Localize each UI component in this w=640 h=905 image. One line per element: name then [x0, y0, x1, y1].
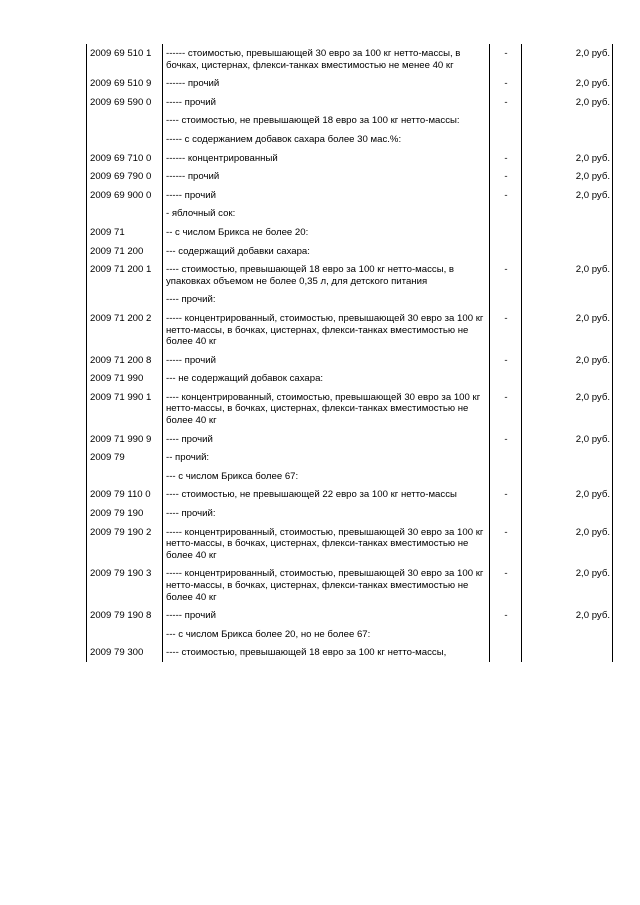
tariff-code-cell: 2009 69 510 9	[87, 74, 163, 93]
table-row	[87, 260, 613, 290]
description-cell: --- с числом Брикса более 20, но не более 67:	[163, 625, 490, 644]
table-row	[87, 74, 613, 93]
table-row	[87, 388, 613, 430]
dash-cell	[490, 290, 522, 309]
duty-rate-cell: 2,0 руб.	[522, 93, 613, 112]
description-cell: ---- прочий:	[163, 504, 490, 523]
description-cell: ----- прочий	[163, 93, 490, 112]
tariff-code-cell: 2009 69 590 0	[87, 93, 163, 112]
description-cell: ---- стоимостью, превышающей 18 евро за 100 кг нетто-массы,	[163, 643, 490, 662]
tariff-code-cell: 2009 71 990 1	[87, 388, 163, 430]
table-row	[87, 430, 613, 449]
duty-rate-cell	[522, 130, 613, 149]
dash-cell: -	[490, 351, 522, 370]
table-row	[87, 351, 613, 370]
duty-rate-cell	[522, 111, 613, 130]
dash-cell	[490, 504, 522, 523]
duty-rate-cell	[522, 448, 613, 467]
tariff-code-cell: 2009 79 190 2	[87, 523, 163, 565]
duty-rate-cell: 2,0 руб.	[522, 309, 613, 351]
dash-cell	[490, 223, 522, 242]
dash-cell	[490, 625, 522, 644]
table-row	[87, 204, 613, 223]
tariff-code-cell	[87, 111, 163, 130]
dash-cell: -	[490, 523, 522, 565]
duty-rate-cell: 2,0 руб.	[522, 260, 613, 290]
dash-cell: -	[490, 93, 522, 112]
tariff-code-cell: 2009 69 510 1	[87, 44, 163, 74]
table-row	[87, 606, 613, 625]
table-row	[87, 186, 613, 205]
description-cell: ---- стоимостью, превышающей 18 евро за 100 кг нетто-массы, в упаковках объемом не более 0,35 л, для детского питания	[163, 260, 490, 290]
description-cell: ----- прочий	[163, 606, 490, 625]
dash-cell	[490, 204, 522, 223]
table-row	[87, 523, 613, 565]
duty-rate-cell	[522, 643, 613, 662]
duty-rate-cell: 2,0 руб.	[522, 430, 613, 449]
dash-cell: -	[490, 564, 522, 606]
description-cell: -- с числом Брикса не более 20:	[163, 223, 490, 242]
tariff-code-cell: 2009 71 990	[87, 369, 163, 388]
description-cell: ----- с содержанием добавок сахара более 30 мас.%:	[163, 130, 490, 149]
description-cell: ----- концентрированный, стоимостью, превышающей 30 евро за 100 кг нетто-массы, в бочках, цистернах, флекси-танках вместимостью не более 40 кг	[163, 309, 490, 351]
description-cell: --- с числом Брикса более 67:	[163, 467, 490, 486]
tariff-code-cell: 2009 69 900 0	[87, 186, 163, 205]
duty-rate-cell: 2,0 руб.	[522, 564, 613, 606]
table-row	[87, 167, 613, 186]
description-cell: ------ прочий	[163, 74, 490, 93]
description-cell: -- прочий:	[163, 448, 490, 467]
duty-rate-cell: 2,0 руб.	[522, 149, 613, 168]
duty-rate-cell: 2,0 руб.	[522, 485, 613, 504]
description-cell: ------ стоимостью, превышающей 30 евро за 100 кг нетто-массы, в бочках, цистернах, флекси-танках вместимостью не менее 40 кг	[163, 44, 490, 74]
dash-cell	[490, 130, 522, 149]
description-cell: ----- концентрированный, стоимостью, превышающей 30 евро за 100 кг нетто-массы, в бочках, цистернах, флекси-танках вместимостью не более 40 кг	[163, 523, 490, 565]
dash-cell	[490, 111, 522, 130]
tariff-code-cell: 2009 69 710 0	[87, 149, 163, 168]
dash-cell: -	[490, 167, 522, 186]
table-row	[87, 149, 613, 168]
table-row	[87, 242, 613, 261]
duty-rate-cell	[522, 467, 613, 486]
dash-cell	[490, 369, 522, 388]
table-row	[87, 448, 613, 467]
dash-cell: -	[490, 388, 522, 430]
tariff-table-page	[86, 44, 612, 662]
tariff-table-body	[87, 44, 613, 662]
dash-cell: -	[490, 430, 522, 449]
table-row	[87, 485, 613, 504]
duty-rate-cell: 2,0 руб.	[522, 44, 613, 74]
tariff-code-cell: 2009 71	[87, 223, 163, 242]
duty-rate-cell	[522, 290, 613, 309]
tariff-code-cell: 2009 79 190	[87, 504, 163, 523]
description-cell: - яблочный сок:	[163, 204, 490, 223]
duty-rate-cell: 2,0 руб.	[522, 388, 613, 430]
duty-rate-cell	[522, 369, 613, 388]
tariff-code-cell: 2009 71 990 9	[87, 430, 163, 449]
table-row	[87, 223, 613, 242]
duty-rate-cell: 2,0 руб.	[522, 351, 613, 370]
tariff-code-cell: 2009 69 790 0	[87, 167, 163, 186]
dash-cell: -	[490, 44, 522, 74]
description-cell: ---- прочий	[163, 430, 490, 449]
dash-cell: -	[490, 186, 522, 205]
description-cell: ----- прочий	[163, 351, 490, 370]
tariff-code-cell: 2009 79 190 3	[87, 564, 163, 606]
tariff-code-cell: 2009 79 190 8	[87, 606, 163, 625]
table-row	[87, 467, 613, 486]
duty-rate-cell	[522, 504, 613, 523]
table-row	[87, 290, 613, 309]
tariff-code-cell	[87, 467, 163, 486]
tariff-code-cell	[87, 130, 163, 149]
duty-rate-cell: 2,0 руб.	[522, 186, 613, 205]
table-row	[87, 369, 613, 388]
tariff-code-cell	[87, 204, 163, 223]
table-row	[87, 625, 613, 644]
duty-rate-cell: 2,0 руб.	[522, 606, 613, 625]
tariff-code-cell: 2009 71 200 2	[87, 309, 163, 351]
duty-rate-cell: 2,0 руб.	[522, 523, 613, 565]
description-cell: ---- стоимостью, не превышающей 18 евро за 100 кг нетто-массы:	[163, 111, 490, 130]
description-cell: ------ концентрированный	[163, 149, 490, 168]
table-row	[87, 111, 613, 130]
table-row	[87, 309, 613, 351]
tariff-code-cell: 2009 71 200	[87, 242, 163, 261]
tariff-code-cell	[87, 290, 163, 309]
tariff-code-cell: 2009 71 200 8	[87, 351, 163, 370]
dash-cell: -	[490, 260, 522, 290]
table-row	[87, 44, 613, 74]
dash-cell	[490, 242, 522, 261]
duty-rate-cell	[522, 204, 613, 223]
tariff-table	[86, 44, 613, 662]
tariff-code-cell	[87, 625, 163, 644]
tariff-code-cell: 2009 79 110 0	[87, 485, 163, 504]
dash-cell	[490, 448, 522, 467]
description-cell: ---- прочий:	[163, 290, 490, 309]
dash-cell: -	[490, 149, 522, 168]
tariff-code-cell: 2009 71 200 1	[87, 260, 163, 290]
duty-rate-cell: 2,0 руб.	[522, 167, 613, 186]
table-row	[87, 504, 613, 523]
description-cell: ---- концентрированный, стоимостью, превышающей 30 евро за 100 кг нетто-массы, в бочках, цистернах, флекси-танках вместимостью не более 40 кг	[163, 388, 490, 430]
dash-cell: -	[490, 309, 522, 351]
dash-cell: -	[490, 485, 522, 504]
dash-cell: -	[490, 74, 522, 93]
table-row	[87, 643, 613, 662]
tariff-code-cell: 2009 79 300	[87, 643, 163, 662]
description-cell: ---- стоимостью, не превышающей 22 евро за 100 кг нетто-массы	[163, 485, 490, 504]
description-cell: ------ прочий	[163, 167, 490, 186]
table-row	[87, 564, 613, 606]
table-row	[87, 130, 613, 149]
duty-rate-cell	[522, 625, 613, 644]
duty-rate-cell	[522, 223, 613, 242]
description-cell: --- не содержащий добавок сахара:	[163, 369, 490, 388]
description-cell: ----- концентрированный, стоимостью, превышающей 30 евро за 100 кг нетто-массы, в бочках, цистернах, флекси-танках вместимостью не более 40 кг	[163, 564, 490, 606]
tariff-code-cell: 2009 79	[87, 448, 163, 467]
dash-cell: -	[490, 606, 522, 625]
dash-cell	[490, 467, 522, 486]
description-cell: ----- прочий	[163, 186, 490, 205]
duty-rate-cell	[522, 242, 613, 261]
duty-rate-cell: 2,0 руб.	[522, 74, 613, 93]
description-cell: --- содержащий добавки сахара:	[163, 242, 490, 261]
dash-cell	[490, 643, 522, 662]
table-row	[87, 93, 613, 112]
